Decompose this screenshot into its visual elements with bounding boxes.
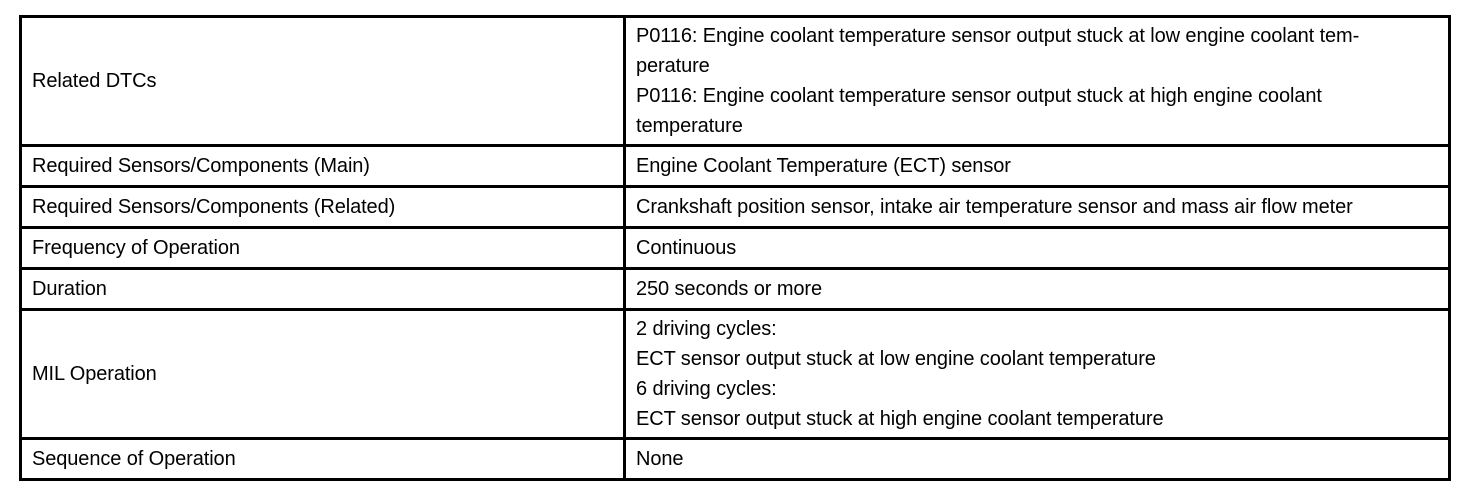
value-line: P0116: Engine coolant temperature sensor output stuck at low engine coolant tem- — [636, 25, 1360, 47]
row-value — [625, 228, 1450, 269]
row-label: MIL Operation — [21, 310, 625, 439]
table-row-frequency — [21, 228, 1450, 269]
row-label: Required Sensors/Components (Related) — [21, 187, 625, 228]
value-line: 2 driving cycles: — [636, 318, 777, 340]
value-line: P0116: Engine coolant temperature sensor output stuck at high engine coolant — [636, 85, 1322, 107]
value-line: 6 driving cycles: — [636, 378, 777, 400]
row-value — [625, 17, 1450, 146]
row-label: Related DTCs — [21, 17, 625, 146]
monitor-spec-table — [19, 15, 1451, 481]
row-label: Frequency of Operation — [21, 228, 625, 269]
value-line: ECT sensor output stuck at low engine coolant temperature — [636, 348, 1156, 370]
value-line: temperature — [636, 115, 743, 137]
value-line: Engine Coolant Temperature (ECT) sensor — [636, 155, 1011, 177]
table-row-required-main — [21, 146, 1450, 187]
row-value — [625, 310, 1450, 439]
table-row-related-dtcs — [21, 17, 1450, 146]
row-label: Required Sensors/Components (Main) — [21, 146, 625, 187]
row-value — [625, 439, 1450, 480]
table-row-required-related — [21, 187, 1450, 228]
value-line: Continuous — [636, 237, 737, 259]
value-line: ECT sensor output stuck at high engine coolant temperature — [636, 408, 1164, 430]
row-value — [625, 187, 1450, 228]
value-line: None — [636, 448, 684, 470]
table-row-mil-operation — [21, 310, 1450, 439]
row-label: Duration — [21, 269, 625, 310]
value-line: Crankshaft position sensor, intake air temperature sensor and mass air flow meter — [636, 196, 1353, 218]
row-value — [625, 146, 1450, 187]
value-line: 250 seconds or more — [636, 278, 822, 300]
value-line: perature — [636, 55, 710, 77]
row-value — [625, 269, 1450, 310]
row-label: Sequence of Operation — [21, 439, 625, 480]
table-row-sequence — [21, 439, 1450, 480]
table-row-duration — [21, 269, 1450, 310]
